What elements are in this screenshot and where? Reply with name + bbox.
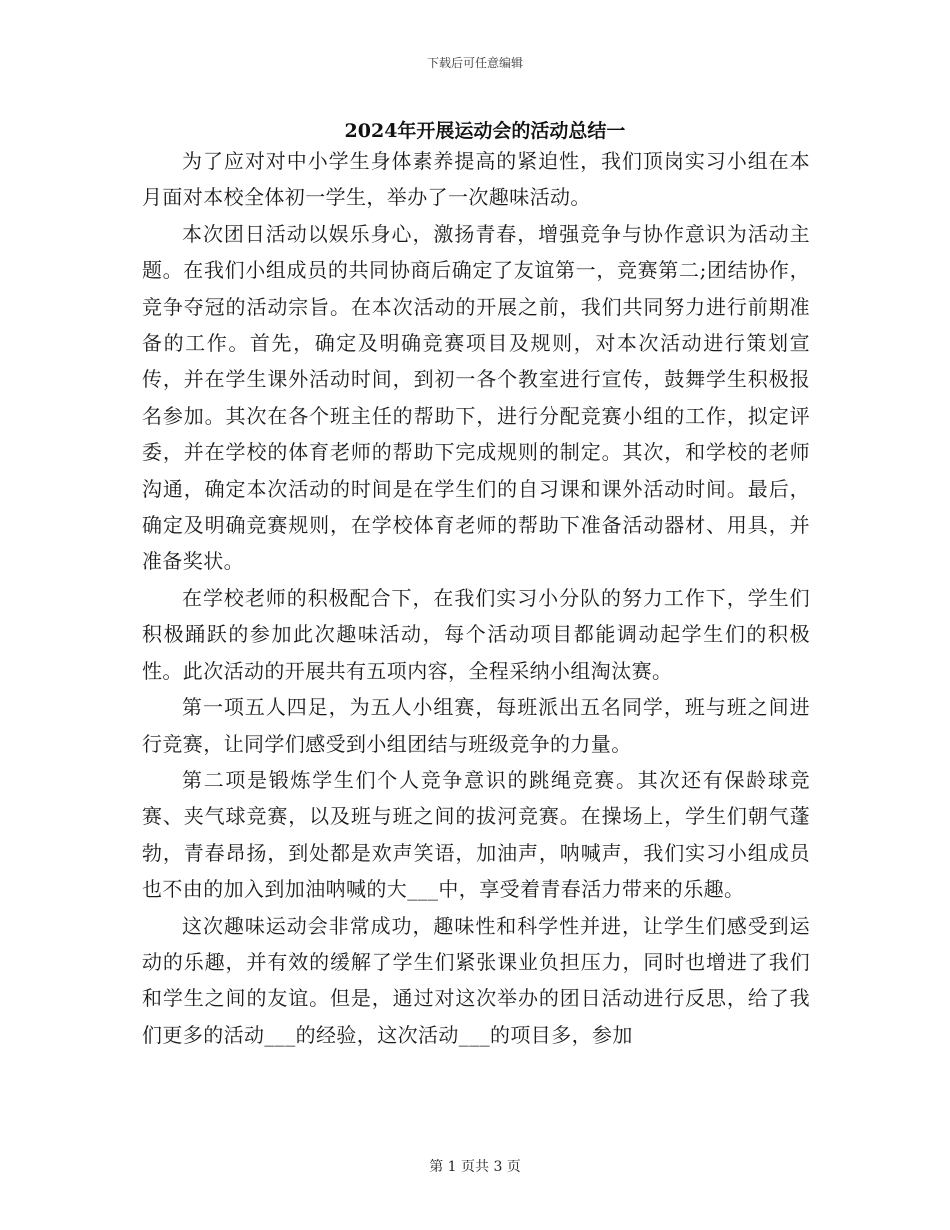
document-title: 2024年开展运动会的活动总结一 [344, 120, 626, 142]
paragraph: 这次趣味运动会非常成功，趣味性和科学性并进，让学生们感受到运动的乐趣，并有效的缓解了学生们紧张课业负担压力，同时也增进了我们和学生之间的友谊。但是，通过对这次举办的团日活动进行反思，给了我们更多的活动___的经验，这次活动___的项目多，参加 [142, 913, 810, 1047]
paragraph: 为了应对对中小学生身体素养提高的紧迫性，我们顶岗实习小组在本月面对本校全体初一学生，举办了一次趣味活动。 [142, 149, 810, 210]
paragraph: 第二项是锻炼学生们个人竞争意识的跳绳竞赛。其次还有保龄球竞赛、夹气球竞赛，以及班与班之间的拔河竞赛。在操场上，学生们朝气蓬勃，青春昂扬，到处都是欢声笑语，加油声，呐喊声，我们实习小组成员也不由的加入到加油呐喊的大___中，享受着青春活力带来的乐趣。 [142, 767, 810, 902]
document-body [142, 143, 810, 1053]
paragraph: 本次团日活动以娱乐身心，激扬青春，增强竞争与协作意识为活动主题。在我们小组成员的共同协商后确定了友谊第一，竞赛第二;团结协作，竞争夺冠的活动宗旨。在本次活动的开展之前，我们共同努力进行前期准备的工作。首先，确定及明确竞赛项目及规则，对本次活动进行策划宣传，并在学生课外活动时间，到初一各个教室进行宣传，鼓舞学生积极报名参加。其次在各个班主任的帮助下，进行分配竞赛小组的工作，拟定评委，并在学校的体育老师的帮助下完成规则的制定。其次，和学校的老师沟通，确定本次活动的时间是在学生们的自习课和课外活动时间。最后，确定及明确竞赛规则，在学校体育老师的帮助下准备活动器材、用具，并准备奖状。 [142, 221, 810, 574]
paragraph: 在学校老师的积极配合下，在我们实习小分队的努力工作下，学生们积极踊跃的参加此次趣味活动，每个活动项目都能调动起学生们的积极性。此次活动的开展共有五项内容，全程采纳小组淘汰赛。 [142, 585, 810, 683]
page-header-note: 下载后可任意编辑 [426, 56, 523, 70]
paragraph: 第一项五人四足，为五人小组赛，每班派出五名同学，班与班之间进行竞赛，让同学们感受到小组团结与班级竞争的力量。 [142, 695, 810, 756]
page-number: 第 1 页共 3 页 [429, 1159, 521, 1175]
